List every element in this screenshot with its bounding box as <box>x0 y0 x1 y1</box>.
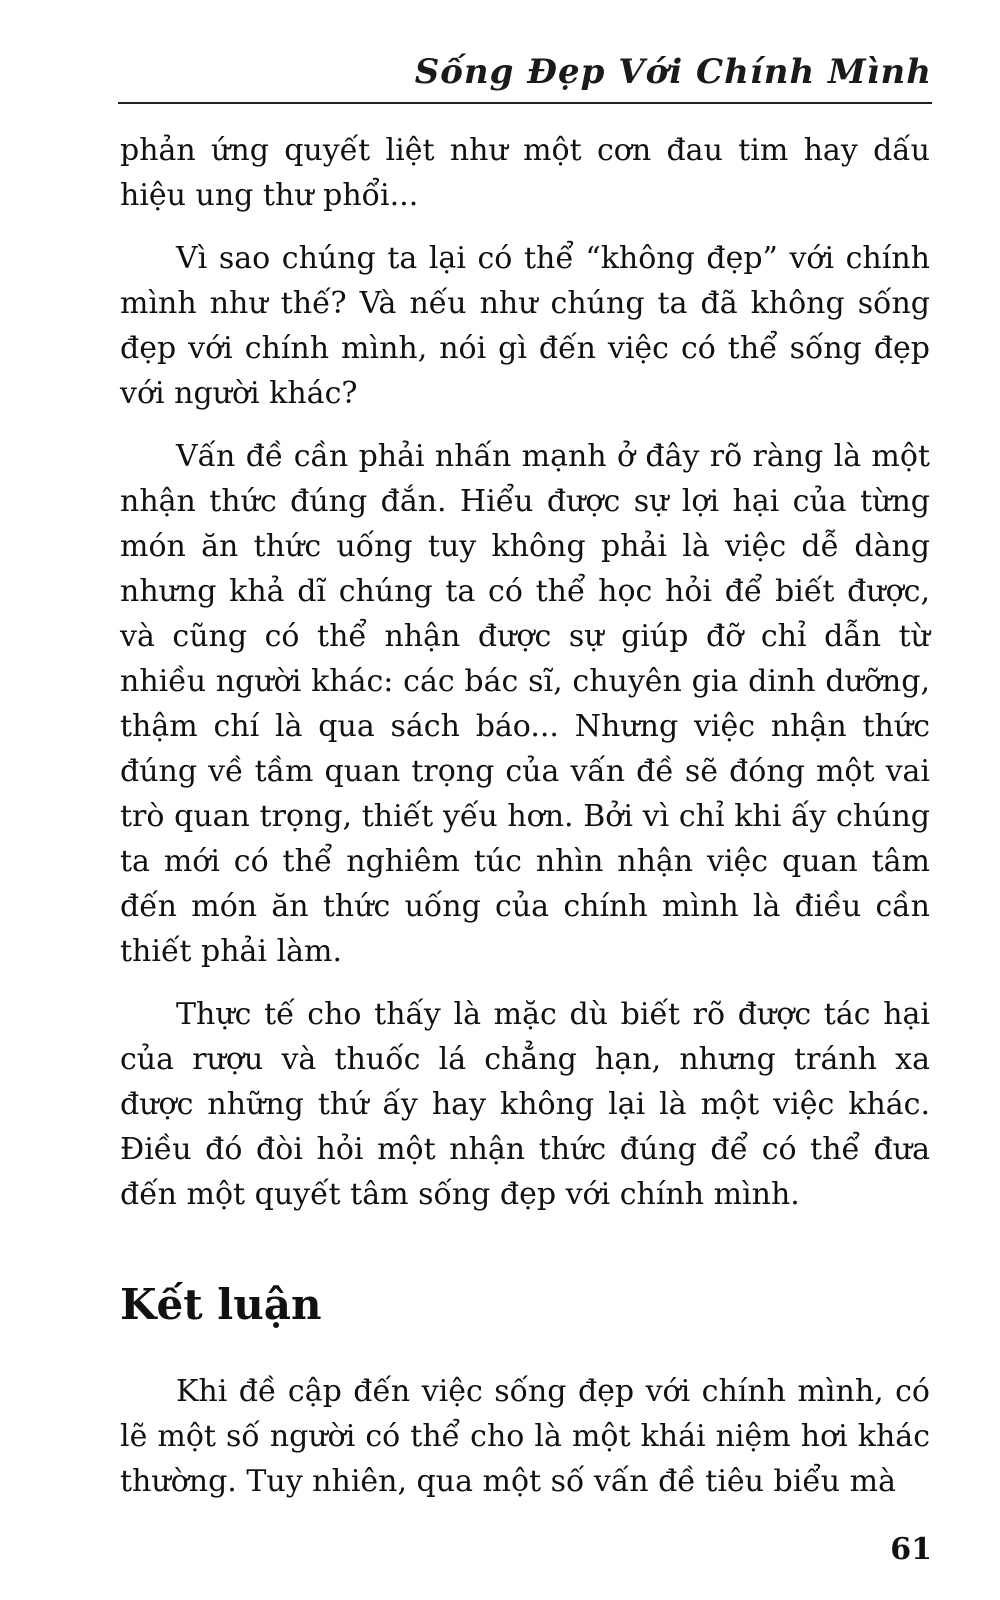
section-heading: Kết luận <box>120 1280 322 1329</box>
page-number: 61 <box>890 1532 932 1567</box>
header-divider <box>118 102 932 104</box>
paragraph: Thực tế cho thấy là mặc dù biết rõ được tác hại của rượu và thuốc lá chẳng hạn, nhưng tránh xa được những thứ ấy hay không lại là một việc khác. Điều đó đòi hỏi một nhận thức đúng để có thể đưa đến một quyết tâm sống đẹp với chính mình. <box>120 997 930 1212</box>
paragraph: Khi đề cập đến việc sống đẹp với chính mình, có lẽ một số người có thể cho là một khái niệm hơi khác thường. Tuy nhiên, qua một số vấn đề tiêu biểu mà <box>120 1374 930 1499</box>
paragraph: Vì sao chúng ta lại có thể “không đẹp” với chính mình như thế? Và nếu như chúng ta đã không sống đẹp với chính mình, nói gì đến việc có thể sống đẹp với người khác? <box>120 241 930 411</box>
paragraph-continued: phản ứng quyết liệt như một cơn đau tim hay dấu hiệu ung thư phổi... <box>120 133 930 213</box>
running-header-title: Sống Đẹp Với Chính Mình <box>414 52 932 92</box>
page-body <box>120 128 930 1522</box>
paragraph: Vấn đề cần phải nhấn mạnh ở đây rõ ràng là một nhận thức đúng đắn. Hiểu được sự lợi hại của từng món ăn thức uống tuy không phải là việc dễ dàng nhưng khả dĩ chúng ta có thể học hỏi để biết được, và cũng có thể nhận được sự giúp đỡ chỉ dẫn từ nhiều người khác: các bác sĩ, chuyên gia dinh dưỡng, thậm chí là qua sách báo... Nhưng việc nhận thức đúng về tầm quan trọng của vấn đề sẽ đóng một vai trò quan trọng, thiết yếu hơn. Bởi vì chỉ khi ấy chúng ta mới có thể nghiêm túc nhìn nhận việc quan tâm đến món ăn thức uống của chính mình là điều cần thiết phải làm. <box>120 439 930 969</box>
